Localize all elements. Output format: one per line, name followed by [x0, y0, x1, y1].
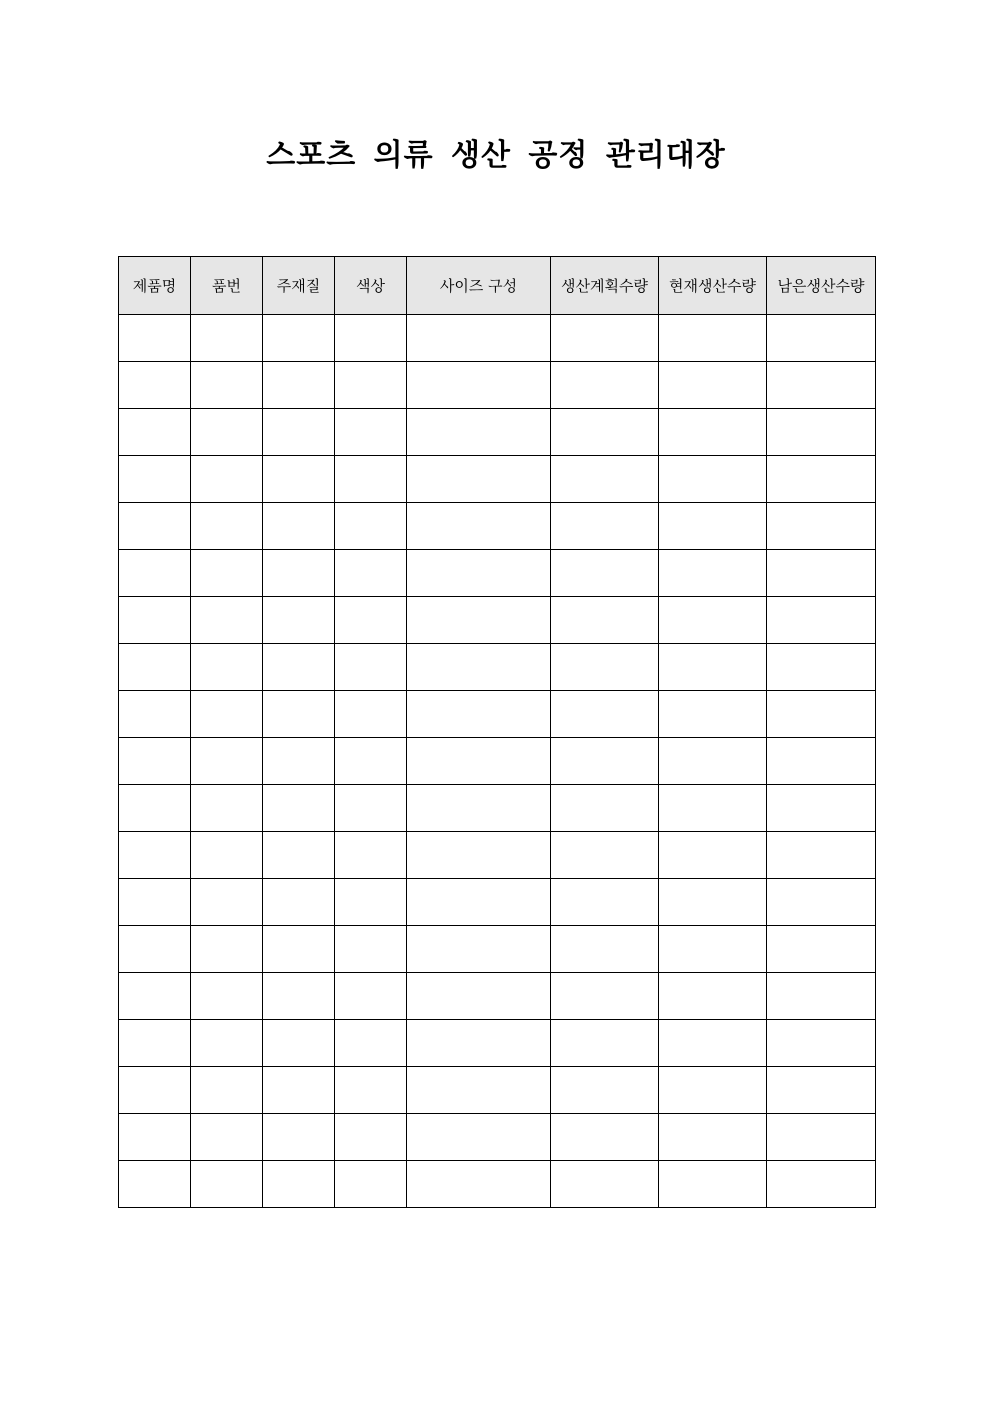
table-cell[interactable] [767, 456, 876, 503]
header-product-name: 제품명 [119, 257, 191, 315]
table-cell[interactable] [551, 409, 659, 456]
table-cell[interactable] [659, 550, 767, 597]
table-row [119, 456, 876, 503]
table-cell[interactable] [191, 879, 263, 926]
table-cell[interactable] [551, 1114, 659, 1161]
table-row [119, 409, 876, 456]
table-cell[interactable] [767, 926, 876, 973]
table-cell[interactable] [767, 409, 876, 456]
table-cell[interactable] [191, 926, 263, 973]
table-cell[interactable] [407, 1114, 551, 1161]
table-cell[interactable] [119, 315, 191, 362]
table-cell[interactable] [263, 503, 335, 550]
table-cell[interactable] [407, 879, 551, 926]
table-cell[interactable] [335, 362, 407, 409]
table-cell[interactable] [767, 1067, 876, 1114]
table-cell[interactable] [659, 644, 767, 691]
table-row [119, 597, 876, 644]
table-cell[interactable] [407, 691, 551, 738]
table-cell[interactable] [119, 456, 191, 503]
table-cell[interactable] [659, 1067, 767, 1114]
table-cell[interactable] [191, 550, 263, 597]
table-cell[interactable] [263, 832, 335, 879]
table-cell[interactable] [407, 409, 551, 456]
table-row [119, 315, 876, 362]
table-row [119, 1161, 876, 1208]
table-cell[interactable] [551, 1067, 659, 1114]
table-cell[interactable] [659, 503, 767, 550]
table-row [119, 973, 876, 1020]
table-row [119, 1114, 876, 1161]
table-cell[interactable] [191, 456, 263, 503]
table-cell[interactable] [119, 503, 191, 550]
table-row [119, 926, 876, 973]
table-cell[interactable] [263, 738, 335, 785]
table-cell[interactable] [551, 550, 659, 597]
table-cell[interactable] [335, 738, 407, 785]
production-ledger-table [118, 256, 876, 1208]
table-cell[interactable] [191, 1067, 263, 1114]
table-cell[interactable] [407, 315, 551, 362]
table-cell[interactable] [407, 597, 551, 644]
table-row [119, 550, 876, 597]
table-cell[interactable] [119, 1067, 191, 1114]
table-cell[interactable] [119, 1161, 191, 1208]
table-cell[interactable] [191, 738, 263, 785]
table-cell[interactable] [407, 456, 551, 503]
table-cell[interactable] [335, 409, 407, 456]
table-cell[interactable] [263, 1067, 335, 1114]
table-cell[interactable] [119, 550, 191, 597]
table-cell[interactable] [263, 550, 335, 597]
table-cell[interactable] [551, 1020, 659, 1067]
table-cell[interactable] [335, 503, 407, 550]
table-cell[interactable] [263, 409, 335, 456]
table-cell[interactable] [659, 832, 767, 879]
table-header-row [119, 257, 876, 315]
header-planned-quantity: 생산계획수량 [551, 257, 659, 315]
table-cell[interactable] [767, 1020, 876, 1067]
table-cell[interactable] [551, 926, 659, 973]
table-cell[interactable] [191, 1020, 263, 1067]
table-cell[interactable] [119, 1114, 191, 1161]
table-cell[interactable] [407, 832, 551, 879]
table-cell[interactable] [659, 973, 767, 1020]
table-cell[interactable] [659, 879, 767, 926]
table-row [119, 832, 876, 879]
table-cell[interactable] [119, 644, 191, 691]
table-cell[interactable] [407, 785, 551, 832]
table-cell[interactable] [659, 691, 767, 738]
table-cell[interactable] [119, 832, 191, 879]
table-cell[interactable] [263, 926, 335, 973]
table-cell[interactable] [119, 973, 191, 1020]
header-current-quantity: 현재생산수량 [659, 257, 767, 315]
table-cell[interactable] [263, 1114, 335, 1161]
table-cell[interactable] [263, 879, 335, 926]
table-cell[interactable] [335, 926, 407, 973]
table-cell[interactable] [767, 597, 876, 644]
table-cell[interactable] [119, 597, 191, 644]
table-cell[interactable] [335, 550, 407, 597]
table-cell[interactable] [767, 691, 876, 738]
header-size-composition: 사이즈 구성 [407, 257, 551, 315]
table-cell[interactable] [407, 973, 551, 1020]
table-row [119, 644, 876, 691]
table-cell[interactable] [659, 315, 767, 362]
table-cell[interactable] [407, 550, 551, 597]
table-cell[interactable] [659, 1114, 767, 1161]
table-cell[interactable] [551, 738, 659, 785]
table-cell[interactable] [191, 1114, 263, 1161]
table-cell[interactable] [263, 644, 335, 691]
table-cell[interactable] [335, 973, 407, 1020]
table-cell[interactable] [659, 456, 767, 503]
table-cell[interactable] [191, 362, 263, 409]
table-cell[interactable] [263, 785, 335, 832]
table-cell[interactable] [263, 973, 335, 1020]
table-cell[interactable] [191, 785, 263, 832]
table-cell[interactable] [551, 832, 659, 879]
table-cell[interactable] [263, 315, 335, 362]
table-cell[interactable] [551, 597, 659, 644]
table-row [119, 785, 876, 832]
table-cell[interactable] [335, 315, 407, 362]
header-main-material: 주재질 [263, 257, 335, 315]
table-row [119, 691, 876, 738]
table-cell[interactable] [767, 315, 876, 362]
table-cell[interactable] [263, 1020, 335, 1067]
table-row [119, 1020, 876, 1067]
table-cell[interactable] [767, 550, 876, 597]
header-item-number: 품번 [191, 257, 263, 315]
table-cell[interactable] [659, 1020, 767, 1067]
table-cell[interactable] [335, 597, 407, 644]
table-cell[interactable] [191, 597, 263, 644]
table-cell[interactable] [335, 879, 407, 926]
table-cell[interactable] [767, 1161, 876, 1208]
table-body [119, 315, 876, 1208]
table-cell[interactable] [407, 926, 551, 973]
table-cell[interactable] [407, 1161, 551, 1208]
table-cell[interactable] [767, 785, 876, 832]
table-cell[interactable] [191, 1161, 263, 1208]
table-cell[interactable] [767, 738, 876, 785]
table-cell[interactable] [767, 879, 876, 926]
table-cell[interactable] [551, 644, 659, 691]
table-row [119, 362, 876, 409]
table-row [119, 738, 876, 785]
table-cell[interactable] [335, 456, 407, 503]
table-cell[interactable] [407, 503, 551, 550]
table-cell[interactable] [407, 362, 551, 409]
table-cell[interactable] [119, 738, 191, 785]
table-cell[interactable] [659, 785, 767, 832]
table-cell[interactable] [191, 503, 263, 550]
table-cell[interactable] [335, 785, 407, 832]
table-cell[interactable] [335, 644, 407, 691]
table-cell[interactable] [335, 1067, 407, 1114]
table-cell[interactable] [263, 597, 335, 644]
table-cell[interactable] [407, 644, 551, 691]
table-cell[interactable] [335, 1114, 407, 1161]
table-cell[interactable] [263, 691, 335, 738]
table-cell[interactable] [767, 1114, 876, 1161]
table-cell[interactable] [191, 691, 263, 738]
table-cell[interactable] [767, 644, 876, 691]
header-color: 색상 [335, 257, 407, 315]
table-cell[interactable] [263, 362, 335, 409]
table-cell[interactable] [767, 362, 876, 409]
table-cell[interactable] [767, 973, 876, 1020]
table-cell[interactable] [335, 1161, 407, 1208]
table-cell[interactable] [119, 691, 191, 738]
table-cell[interactable] [659, 1161, 767, 1208]
table-cell[interactable] [551, 315, 659, 362]
table-cell[interactable] [551, 973, 659, 1020]
table-cell[interactable] [551, 785, 659, 832]
table-cell[interactable] [263, 1161, 335, 1208]
page-title: 스포츠 의류 생산 공정 관리대장 [266, 138, 726, 173]
table-cell[interactable] [551, 879, 659, 926]
header-remaining-quantity: 남은생산수량 [767, 257, 876, 315]
table-cell[interactable] [119, 785, 191, 832]
table-cell[interactable] [767, 832, 876, 879]
table-cell[interactable] [767, 503, 876, 550]
table-cell[interactable] [551, 362, 659, 409]
table-cell[interactable] [551, 691, 659, 738]
table-cell[interactable] [407, 738, 551, 785]
table-cell[interactable] [659, 597, 767, 644]
table-cell[interactable] [551, 1161, 659, 1208]
table-row [119, 1067, 876, 1114]
table-cell[interactable] [191, 832, 263, 879]
table-row [119, 879, 876, 926]
table-cell[interactable] [659, 409, 767, 456]
table-cell[interactable] [335, 1020, 407, 1067]
table-cell[interactable] [659, 926, 767, 973]
table-cell[interactable] [119, 409, 191, 456]
table-cell[interactable] [191, 973, 263, 1020]
table-cell[interactable] [335, 832, 407, 879]
table-cell[interactable] [191, 644, 263, 691]
table-cell[interactable] [335, 691, 407, 738]
table-cell[interactable] [191, 409, 263, 456]
table-cell[interactable] [119, 1020, 191, 1067]
table-cell[interactable] [119, 362, 191, 409]
table-cell[interactable] [119, 879, 191, 926]
table-cell[interactable] [551, 456, 659, 503]
table-cell[interactable] [407, 1020, 551, 1067]
table-cell[interactable] [263, 456, 335, 503]
table-cell[interactable] [659, 738, 767, 785]
table-cell[interactable] [191, 315, 263, 362]
table-cell[interactable] [551, 503, 659, 550]
table-cell[interactable] [119, 926, 191, 973]
table-cell[interactable] [659, 362, 767, 409]
table-row [119, 503, 876, 550]
table-cell[interactable] [407, 1067, 551, 1114]
